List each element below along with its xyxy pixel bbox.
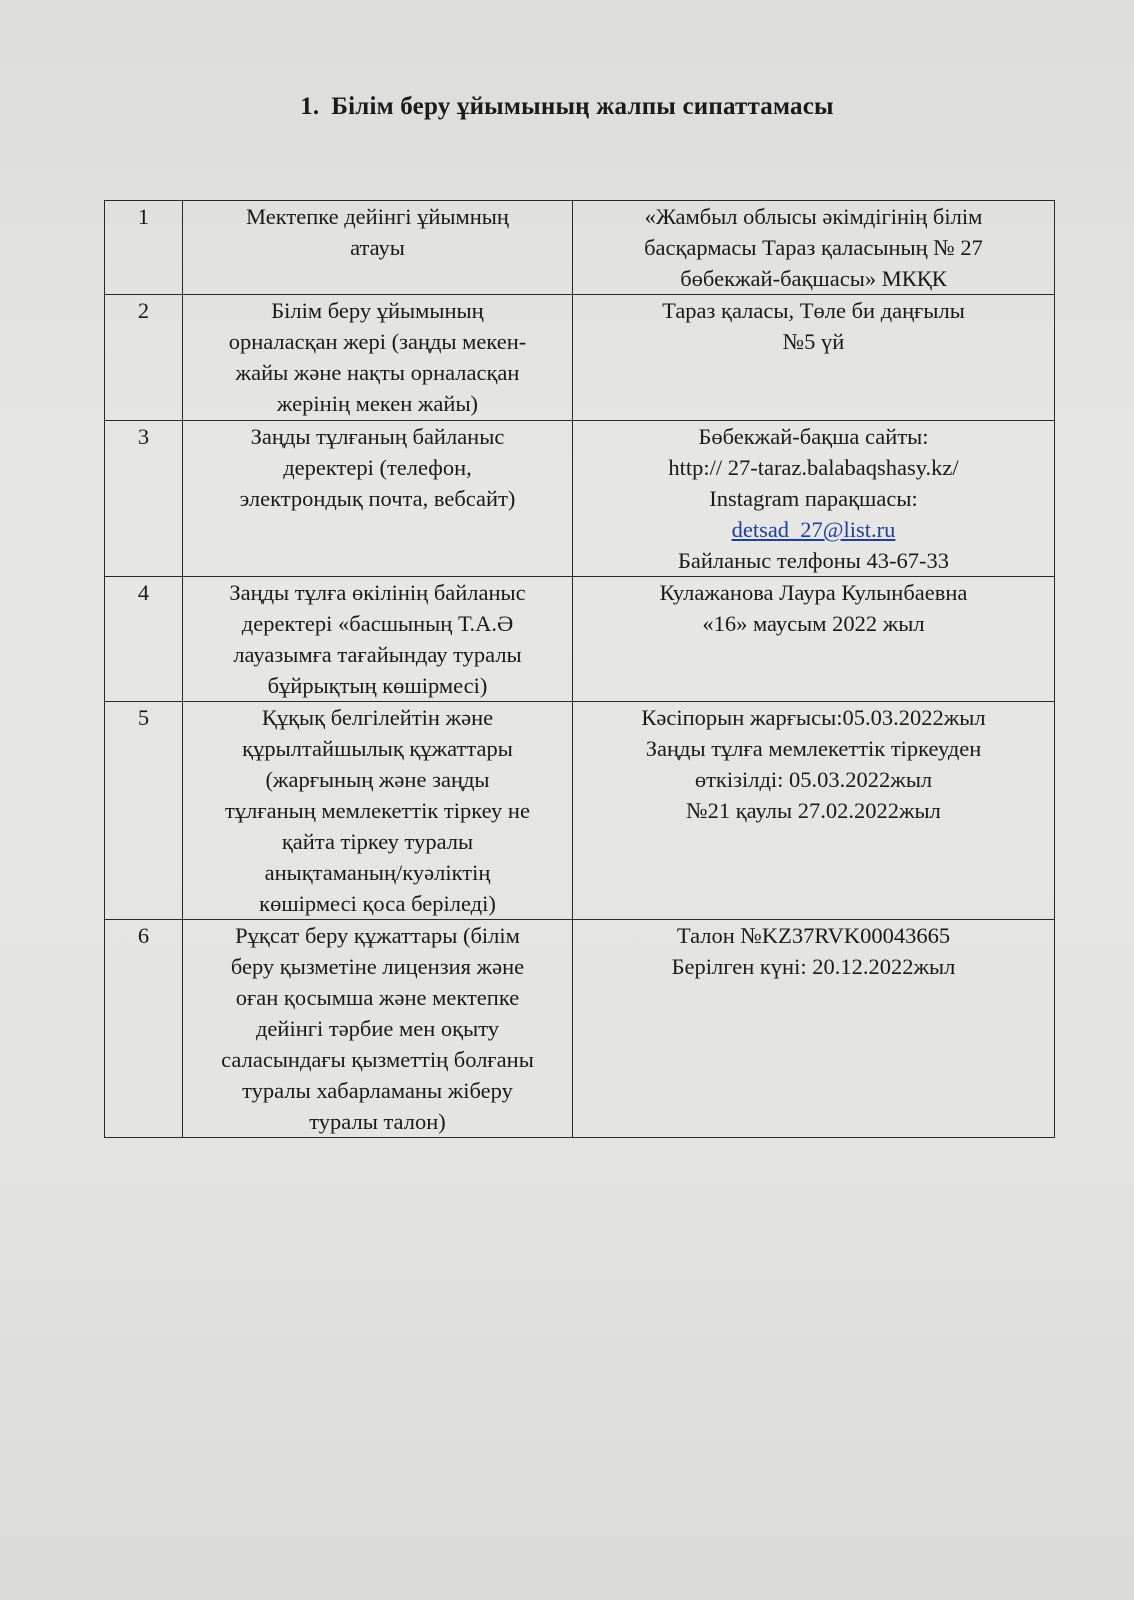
label-line: атауы <box>350 235 405 260</box>
label-line: деректері (телефон, <box>283 455 472 480</box>
table-row <box>105 702 1055 920</box>
table-row <box>105 920 1055 1138</box>
label-line: туралы хабарламаны жіберу <box>242 1078 513 1103</box>
row-value <box>573 577 1055 702</box>
label-line: лауазымға тағайындау туралы <box>233 642 522 667</box>
label-line: қайта тіркеу туралы <box>281 829 474 854</box>
row-label <box>183 577 573 702</box>
label-line: көшірмесі қоса беріледі) <box>259 891 496 916</box>
label-line: Мектепке дейінгі ұйымның <box>246 204 509 229</box>
value-line: өткізілді: 05.03.2022жыл <box>694 767 933 792</box>
website-url[interactable]: http:// 27-taraz.balabaqshasy.kz/ <box>668 455 959 480</box>
organization-info-table <box>104 200 1055 1138</box>
email-link[interactable]: detsad_27@list.ru <box>731 517 896 542</box>
label-line: бұйрықтың көшірмесі) <box>267 673 488 698</box>
value-line: «16» маусым 2022 жыл <box>702 611 925 636</box>
value-line: Берілген күні: 20.12.2022жыл <box>671 954 956 979</box>
row-value <box>573 920 1055 1138</box>
row-label <box>183 295 573 421</box>
value-line: басқармасы Тараз қаласының № 27 <box>644 235 983 260</box>
row-number: 6 <box>105 920 183 1138</box>
row-number: 1 <box>105 201 183 295</box>
value-line: Кулажанова Лаура Кулынбаевна <box>659 580 968 605</box>
label-line: электрондық почта, вебсайт) <box>239 486 516 511</box>
label-line: Рұқсат беру құжаттары (білім <box>235 923 520 948</box>
phone-number: Байланыс телфоны 43-67-33 <box>677 548 950 573</box>
row-number: 3 <box>105 421 183 577</box>
row-label <box>183 421 573 577</box>
label-line: Білім беру ұйымының <box>271 298 484 323</box>
label-line: (жарғының және заңды <box>265 767 490 792</box>
value-line: Тараз қаласы, Төле би даңғылы <box>662 298 965 323</box>
row-value <box>573 421 1055 577</box>
value-line: Талон №KZ37RVK00043665 <box>676 923 951 948</box>
table-row <box>105 201 1055 295</box>
row-number: 5 <box>105 702 183 920</box>
row-value <box>573 702 1055 920</box>
row-number: 4 <box>105 577 183 702</box>
label-line: Заңды тұлға өкілінің байланыс <box>229 580 526 605</box>
label-line: орналасқан жері (заңды мекен- <box>228 329 527 354</box>
section-number: 1. <box>300 93 320 120</box>
row-value <box>573 295 1055 421</box>
label-line: Заңды тұлғаның байланыс <box>250 424 505 449</box>
label-line: саласындағы қызметтің болғаны <box>221 1047 534 1072</box>
label-line: жерінің мекен жайы) <box>276 391 479 416</box>
value-line: Бөбекжай-бақша сайты: <box>698 424 929 449</box>
value-line: Кәсіпорын жарғысы:05.03.2022жыл <box>641 705 986 730</box>
value-line: «Жамбыл облысы әкімдігінің білім <box>644 204 983 229</box>
row-label <box>183 702 573 920</box>
row-label <box>183 201 573 295</box>
label-line: дейінгі тәрбие мен оқыту <box>255 1016 500 1041</box>
label-line: оған қосымша және мектепке <box>235 985 520 1010</box>
value-line: №5 үй <box>782 329 845 354</box>
label-line: анықтаманың/куәліктің <box>264 860 491 885</box>
table-row <box>105 295 1055 421</box>
row-value <box>573 201 1055 295</box>
value-line: №21 қаулы 27.02.2022жыл <box>686 798 941 823</box>
row-number: 2 <box>105 295 183 421</box>
label-line: туралы талон) <box>309 1109 446 1134</box>
label-line: тұлғаның мемлекеттік тіркеу не <box>225 798 530 823</box>
label-line: беру қызметіне лицензия және <box>230 954 525 979</box>
label-line: деректері «басшының Т.А.Ә <box>241 611 514 636</box>
value-line: бөбекжай-бақшасы» МКҚК <box>680 266 947 291</box>
table-row <box>105 577 1055 702</box>
row-label <box>183 920 573 1138</box>
label-line: жайы және нақты орналасқан <box>235 360 520 385</box>
label-line: Құқық белгілейтін және <box>261 705 494 730</box>
table-row <box>105 421 1055 577</box>
label-line: құрылтайшылық құжаттары <box>242 736 513 761</box>
page-title <box>0 93 1134 121</box>
value-line: Instagram парақшасы: <box>709 486 918 511</box>
section-title-text: Білім беру ұйымының жалпы сипаттамасы <box>331 93 834 120</box>
value-line: Заңды тұлға мемлекеттік тіркеуден <box>645 736 982 761</box>
